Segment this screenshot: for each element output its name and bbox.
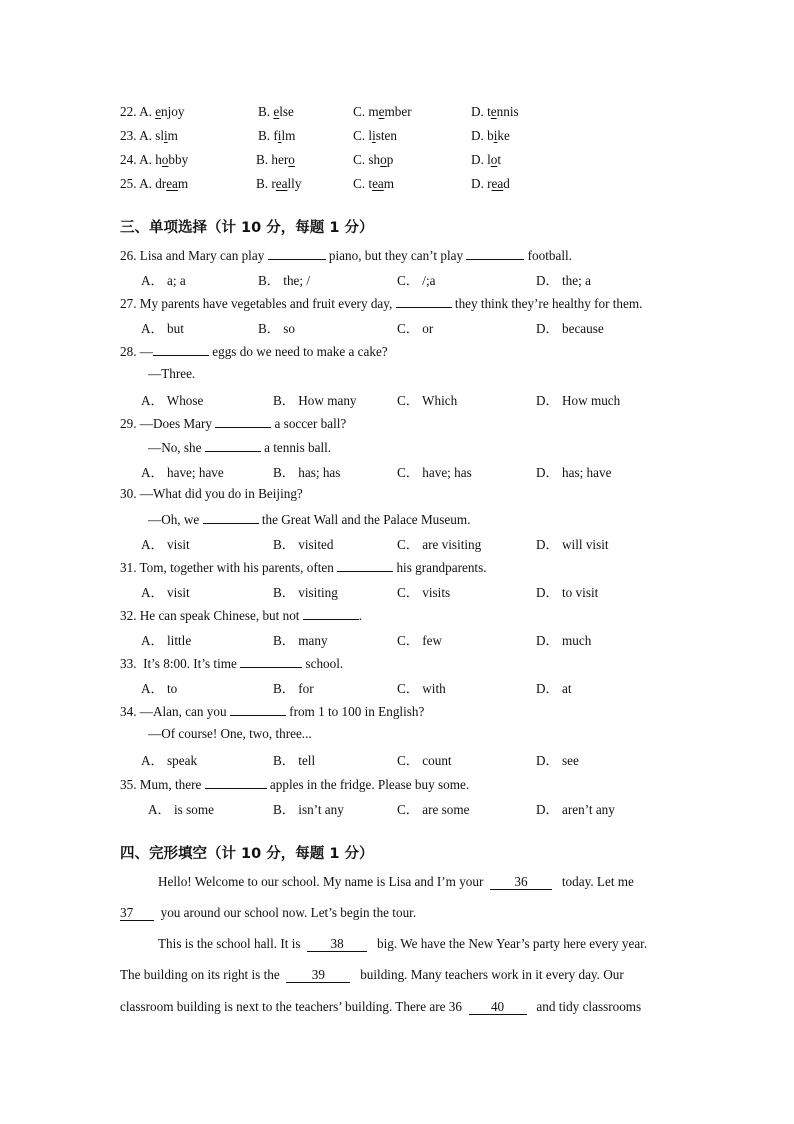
question-text: apples in the fridge. Please buy some. — [269, 777, 470, 792]
question-35 — [120, 775, 469, 793]
question-text: piano, but they can’t play — [328, 248, 464, 263]
option-d[interactable]: D． much — [536, 633, 592, 648]
question-text: his grandparents. — [396, 560, 487, 575]
underlined-letters: o — [490, 152, 498, 167]
cloze-blank-39[interactable]: 39 — [286, 968, 350, 983]
answer-blank[interactable] — [268, 246, 326, 260]
option-c[interactable]: C． are some — [397, 802, 470, 817]
underlined-letters: i — [277, 128, 282, 143]
question-28 — [120, 342, 388, 360]
option-b[interactable]: B． isn’t any — [273, 802, 344, 817]
option-c[interactable]: C. member — [353, 104, 412, 119]
question-30 — [120, 486, 303, 502]
question-number: 32. — [120, 608, 137, 623]
question-text: It’s 8:00. It’s time — [143, 656, 237, 671]
underlined-letters: o — [380, 152, 387, 167]
question-text: —No, she — [148, 440, 202, 455]
question-text: school. — [305, 656, 344, 671]
option-c[interactable]: C． with — [397, 681, 446, 696]
question-text: —Oh, we — [148, 512, 200, 527]
cloze-line-4 — [120, 967, 624, 983]
passage-text: building. Many teachers work in it every day. Our — [360, 967, 624, 982]
underlined-letters: e — [155, 104, 162, 119]
cloze-line-2 — [120, 905, 416, 921]
question-number: 26. — [120, 248, 137, 263]
option-b[interactable]: B． so — [258, 321, 296, 336]
answer-blank[interactable] — [153, 342, 209, 356]
question-number: 29. — [120, 416, 137, 431]
question-text: football. — [527, 248, 572, 263]
underlined-letters: o — [161, 152, 169, 167]
question-number: 33. — [120, 656, 137, 671]
answer-blank[interactable] — [466, 246, 524, 260]
passage-text: classroom building is next to the teachers’ building. There are 36 — [120, 999, 462, 1014]
option-b[interactable]: B． How many — [273, 393, 357, 408]
question-34 — [120, 702, 424, 720]
option-d[interactable]: D． will visit — [536, 537, 609, 552]
option-a[interactable]: A． is some — [148, 802, 214, 817]
option-b[interactable]: B. film — [258, 128, 296, 143]
option-c[interactable]: C． Which — [397, 393, 458, 408]
question-number: 35. — [120, 777, 137, 792]
option-c[interactable]: C． count — [397, 753, 452, 768]
question-number: 28. — [120, 344, 137, 359]
option-a[interactable]: A． visit — [141, 585, 190, 600]
question-27 — [120, 294, 642, 312]
option-a[interactable]: A． visit — [141, 537, 190, 552]
section-3-title: 三、单项选择（计 10 分，每题 1 分） — [120, 220, 374, 236]
option-d[interactable]: D. read — [471, 176, 510, 191]
underlined-letters: i — [372, 128, 376, 143]
question-26 — [120, 246, 572, 264]
section-4-title: 四、完形填空（计 10 分，每题 1 分） — [120, 846, 374, 862]
option-c[interactable]: C． have; has — [397, 465, 472, 480]
passage-text: you around our school now. Let’s begin the tour. — [160, 905, 417, 920]
option-b[interactable]: B． tell — [273, 753, 316, 768]
answer-blank[interactable] — [205, 438, 261, 452]
question-34-reply: —Of course! One, two, three... — [148, 726, 312, 741]
option-b[interactable]: B． many — [273, 633, 328, 648]
option-d[interactable]: D. bike — [471, 128, 510, 143]
option-a[interactable]: 24. A. hobby — [120, 152, 189, 167]
question-text: My parents have vegetables and fruit every day, — [139, 296, 393, 311]
option-d[interactable]: D． to visit — [536, 585, 599, 600]
question-text: eggs do we need to make a cake? — [212, 344, 388, 359]
option-d[interactable]: D. tennis — [471, 104, 519, 119]
question-31 — [120, 558, 487, 576]
question-number: 34. — [120, 704, 137, 719]
underlined-letters: i — [163, 128, 168, 143]
answer-blank[interactable] — [203, 510, 259, 524]
option-b[interactable]: B. else — [258, 104, 294, 119]
option-c[interactable]: C. team — [353, 176, 395, 191]
underlined-letters: ea — [166, 176, 178, 191]
passage-text: Hello! Welcome to our school. My name is Lisa and I’m your — [158, 874, 484, 889]
option-a[interactable]: A． have; have — [141, 465, 224, 480]
answer-blank[interactable] — [230, 702, 286, 716]
option-a[interactable]: 23. A. slim — [120, 128, 178, 143]
question-text: a tennis ball. — [264, 440, 332, 455]
question-29 — [120, 414, 346, 432]
answer-blank[interactable] — [240, 654, 302, 668]
option-b[interactable]: B． the; / — [258, 273, 311, 288]
question-text: Lisa and Mary can play — [139, 248, 265, 263]
option-d[interactable]: D． the; a — [536, 273, 591, 288]
cloze-line-1 — [158, 874, 634, 890]
cloze-line-3 — [158, 936, 647, 952]
cloze-line-5 — [120, 999, 641, 1015]
question-number: 23. — [120, 128, 137, 143]
question-text: —Alan, can you — [139, 704, 227, 719]
question-number: 30. — [120, 486, 137, 501]
option-d[interactable]: D. lot — [471, 152, 502, 167]
question-text: . — [358, 608, 363, 623]
question-text: Tom, together with his parents, often — [139, 560, 334, 575]
passage-text: today. Let me — [561, 874, 634, 889]
option-d[interactable]: D． has; have — [536, 465, 612, 480]
option-a[interactable]: A． Whose — [141, 393, 204, 408]
passage-text: This is the school hall. It is — [158, 936, 301, 951]
option-d[interactable]: D． see — [536, 753, 579, 768]
question-number: 24. — [120, 152, 137, 167]
question-text: Mum, there — [139, 777, 202, 792]
question-text: — — [139, 344, 153, 359]
option-a[interactable]: A． little — [141, 633, 192, 648]
answer-blank[interactable] — [215, 414, 271, 428]
underlined-letters: i — [493, 128, 498, 143]
answer-blank[interactable] — [205, 775, 267, 789]
option-d[interactable]: D． at — [536, 681, 572, 696]
answer-blank[interactable] — [303, 606, 359, 620]
passage-text: and tidy classrooms — [536, 999, 642, 1014]
option-c[interactable]: C． or — [397, 321, 434, 336]
question-30-reply — [148, 510, 470, 528]
option-a[interactable]: A． a; a — [141, 273, 186, 288]
option-c[interactable]: C． /;a — [397, 273, 436, 288]
option-a[interactable]: 22. A. enjoy — [120, 104, 185, 119]
question-28-reply: —Three. — [148, 366, 196, 381]
question-text: a soccer ball? — [274, 416, 347, 431]
underlined-letters: e — [378, 104, 385, 119]
option-d[interactable]: D． aren’t any — [536, 802, 615, 817]
option-a[interactable]: 25. A. dream — [120, 176, 189, 191]
option-a[interactable]: A． speak — [141, 753, 198, 768]
question-number: 22. — [120, 104, 137, 119]
underlined-letters: e — [490, 104, 497, 119]
option-c[interactable]: C. listen — [353, 128, 397, 143]
option-b[interactable]: B． visited — [273, 537, 334, 552]
option-c[interactable]: C. shop — [353, 152, 394, 167]
option-d[interactable]: D． because — [536, 321, 604, 336]
question-33 — [120, 654, 343, 672]
option-c[interactable]: C． few — [397, 633, 443, 648]
option-b[interactable]: B． for — [273, 681, 314, 696]
option-c[interactable]: C． visits — [397, 585, 451, 600]
question-text: —Does Mary — [139, 416, 212, 431]
underlined-letters: e — [273, 104, 280, 119]
question-text: from 1 to 100 in English? — [289, 704, 425, 719]
option-d[interactable]: D． How much — [536, 393, 621, 408]
question-text: —What did you do in Beijing? — [139, 486, 303, 501]
underlined-letters: ea — [275, 176, 288, 191]
cloze-blank-37[interactable]: 37 — [120, 906, 154, 921]
question-29-reply — [148, 438, 331, 456]
question-number: 25. — [120, 176, 137, 191]
option-b[interactable]: B. really — [256, 176, 302, 191]
question-number: 31. — [120, 560, 137, 575]
underlined-letters: ea — [372, 176, 384, 191]
passage-text: big. We have the New Year’s party here every year. — [376, 936, 648, 951]
answer-blank[interactable] — [337, 558, 393, 572]
answer-blank[interactable] — [396, 294, 452, 308]
cloze-blank-36[interactable]: 36 — [490, 875, 552, 890]
option-a[interactable]: A． to — [141, 681, 178, 696]
question-text: they think they’re healthy for them. — [454, 296, 643, 311]
underlined-letters: ea — [491, 176, 504, 191]
cloze-blank-40[interactable]: 40 — [469, 1000, 527, 1015]
question-32 — [120, 606, 362, 624]
option-b[interactable]: B． visiting — [273, 585, 338, 600]
option-c[interactable]: C． are visiting — [397, 537, 482, 552]
cloze-blank-38[interactable]: 38 — [307, 937, 367, 952]
question-number: 27. — [120, 296, 137, 311]
option-b[interactable]: B． has; has — [273, 465, 341, 480]
passage-text: The building on its right is the — [120, 967, 280, 982]
question-text: the Great Wall and the Palace Museum. — [261, 512, 471, 527]
option-a[interactable]: A． but — [141, 321, 184, 336]
underlined-letters: o — [288, 152, 295, 167]
question-text: He can speak Chinese, but not — [139, 608, 300, 623]
option-b[interactable]: B. hero — [256, 152, 295, 167]
